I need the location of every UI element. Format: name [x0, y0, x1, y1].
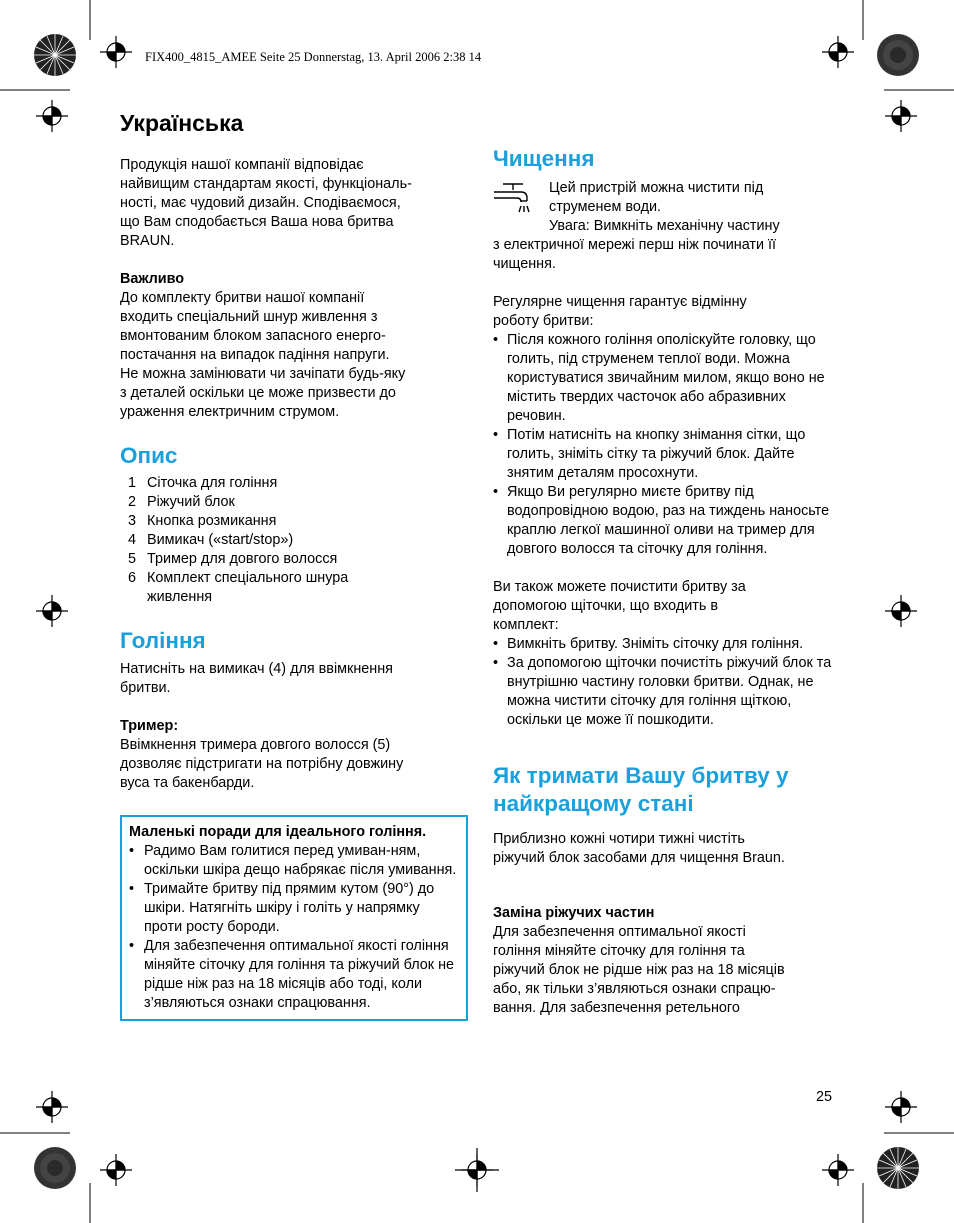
- description-heading: Опис: [120, 443, 178, 468]
- regular-cleaning-item: • Потім натисніть на кнопку знімання сітки, що голить, зніміть сітку та ріжучий блок. Дайте знятим деталям просохнути.: [493, 426, 838, 483]
- intro-line: найвищим стандартам якості, функціональ-: [120, 176, 412, 192]
- part-number: 6: [128, 570, 137, 586]
- shaving-line: Натисніть на вимикач (4) для ввімкнення: [120, 661, 393, 677]
- trimmer-line: Ввімкнення тримера довгого волосся (5): [120, 737, 391, 753]
- parts-replacement-line: ріжучий блок не рідше ніж раз на 18 місяців: [493, 962, 785, 978]
- important-line: постачання на випадок падіння напруги.: [120, 347, 390, 363]
- left-column: [120, 108, 470, 1021]
- part-label: Комплект спеціального шнура живлення: [147, 570, 349, 605]
- cleaning-intro-line: Цей пристрій можна чистити під: [549, 180, 764, 196]
- regular-cleaning-line: роботу бритви:: [493, 313, 594, 329]
- shaving-line: бритви.: [120, 680, 171, 696]
- brush-cleaning-line: Ви також можете почистити бритву за: [493, 579, 746, 595]
- important-line: з деталей оскільки це може призвести до: [120, 385, 396, 401]
- print-slug: FIX400_4815_AMEE Seite 25 Donnerstag, 13. April 2006 2:38 14: [145, 50, 482, 64]
- important-paragraph: [120, 289, 470, 422]
- shaving-heading: Гоління: [120, 628, 206, 653]
- important-line: ураження електричним струмом.: [120, 404, 340, 420]
- trimmer-paragraph: [120, 736, 470, 793]
- tips-list-item: • Для забезпечення оптимальної якості гоління міняйте сіточку для гоління та ріжучий блок не рідше ніж раз на 18 місяців або тоді, коли з’являються ознаки спрацювання.: [129, 937, 458, 1013]
- part-label: Кнопка розмикання: [147, 513, 277, 529]
- brush-cleaning-item: • За допомогою щіточки почистіть ріжучий блок та внутрішню частину головки бритви. Однак, не можна чистити сіточку для гоління щіткою, оскільки це може її пошкодити.: [493, 654, 838, 730]
- faucet-icon: [493, 181, 537, 227]
- parts-list-item: [120, 569, 397, 607]
- tips-list-item: • Тримайте бритву під прямим кутом (90°) до шкіри. Натягніть шкіру і голіть у напрямку проти росту бороди.: [129, 880, 458, 937]
- part-number: 5: [128, 551, 137, 567]
- brush-cleaning-list: [493, 635, 838, 730]
- maintenance-line: ріжучий блок засобами для чищення Braun.: [493, 850, 785, 866]
- important-line: входить спеціальний шнур живлення з: [120, 309, 378, 325]
- parts-replacement-line: вання. Для забезпечення ретельного: [493, 1000, 740, 1016]
- maintenance-paragraph: [493, 830, 838, 868]
- parts-list-item: [120, 493, 470, 512]
- regular-cleaning-line: Регулярне чищення гарантує відмінну: [493, 294, 747, 310]
- important-line: вмонтованим блоком запасного енерго-: [120, 328, 386, 344]
- intro-line: BRAUN.: [120, 233, 175, 249]
- important-line: До комплекту бритви нашої компанії: [120, 290, 365, 306]
- important-heading: Важливо: [120, 271, 185, 287]
- parts-list-item: [120, 474, 470, 493]
- parts-replacement-line: гоління міняйте сіточку для гоління та: [493, 943, 745, 959]
- shaving-paragraph: [120, 660, 470, 698]
- regular-cleaning-paragraph: [493, 293, 838, 331]
- part-label: Сіточка для гоління: [147, 475, 278, 491]
- important-line: Не можна замінювати чи зачіпати будь-яку: [120, 366, 406, 382]
- page-number: 25: [816, 1089, 833, 1105]
- brush-cleaning-line: допомогою щіточки, що входить в: [493, 598, 719, 614]
- part-number: 1: [128, 475, 137, 491]
- intro-line: Продукція нашої компанії відповідає: [120, 157, 364, 173]
- right-column: [493, 145, 838, 1018]
- cleaning-warning-line: чищення.: [493, 256, 556, 272]
- brush-cleaning-line: комплект:: [493, 617, 559, 633]
- cleaning-warning-line: з електричної мережі перш ніж починати її: [493, 237, 777, 253]
- intro-line: що Вам сподобається Ваша нова бритва: [120, 214, 394, 230]
- maintenance-line: Приблизно кожні чотири тижні чистіть: [493, 831, 745, 847]
- cleaning-intro-paragraph: [493, 179, 838, 236]
- brush-cleaning-item: • Вимкніть бритву. Зніміть сіточку для гоління.: [493, 635, 838, 654]
- part-label: Тример для довгого волосся: [147, 551, 338, 567]
- part-number: 2: [128, 494, 137, 510]
- parts-replacement-line: Для забезпечення оптимальної якості: [493, 924, 746, 940]
- parts-replacement-heading: Заміна ріжучих частин: [493, 905, 655, 921]
- parts-list-item: [120, 550, 470, 569]
- trimmer-line: вуса та бакенбарди.: [120, 775, 255, 791]
- parts-replacement-line: або, як тільки з’являються ознаки спрацю-: [493, 981, 776, 997]
- regular-cleaning-item: • Якщо Ви регулярно миєте бритву під водопровідною водою, раз на тиждень наносьте краплю легкої машинної оливи на тример для довгого волосся та сіточку для гоління.: [493, 483, 838, 559]
- shaving-tips-box: [120, 815, 468, 1021]
- cleaning-intro-line: струменем води.: [549, 199, 662, 215]
- cleaning-intro-line: Увага: Вимкніть механічну частину: [549, 218, 780, 234]
- part-label: Вимикач («start/stop»): [147, 532, 294, 548]
- parts-list: [120, 474, 470, 607]
- brush-cleaning-paragraph: [493, 578, 838, 635]
- tips-list: [129, 842, 458, 1013]
- parts-list-item: [120, 531, 470, 550]
- cleaning-warning-paragraph: [493, 236, 838, 274]
- maintenance-heading: Як тримати Вашу бритву у найкращому стані: [493, 763, 789, 816]
- part-number: 4: [128, 532, 137, 548]
- part-label: Ріжучий блок: [147, 494, 235, 510]
- parts-replacement-paragraph: [493, 923, 838, 1018]
- tips-list-item: • Радимо Вам голитися перед умиван-ням, оскільки шкіра дещо набрякає після умивання.: [129, 842, 458, 880]
- intro-paragraph: [120, 156, 470, 251]
- tips-heading: Маленькі поради для ідеального гоління.: [129, 824, 427, 840]
- regular-cleaning-list: [493, 331, 838, 559]
- trimmer-heading: Тример:: [120, 718, 179, 734]
- regular-cleaning-item: • Після кожного гоління ополіскуйте головку, що голить, під струменем теплої води. Можна користуватися звичайним милом, якщо воно не містить твердих часточок або абразивних речовин.: [493, 331, 838, 426]
- intro-line: ності, має чудовий дизайн. Сподіваємося,: [120, 195, 401, 211]
- parts-list-item: [120, 512, 470, 531]
- cleaning-heading: Чищення: [493, 146, 595, 171]
- trimmer-line: дозволяє підстригати на потрібну довжину: [120, 756, 404, 772]
- cleaning-intro: [493, 179, 838, 274]
- language-title: Українська: [120, 110, 244, 136]
- part-number: 3: [128, 513, 137, 529]
